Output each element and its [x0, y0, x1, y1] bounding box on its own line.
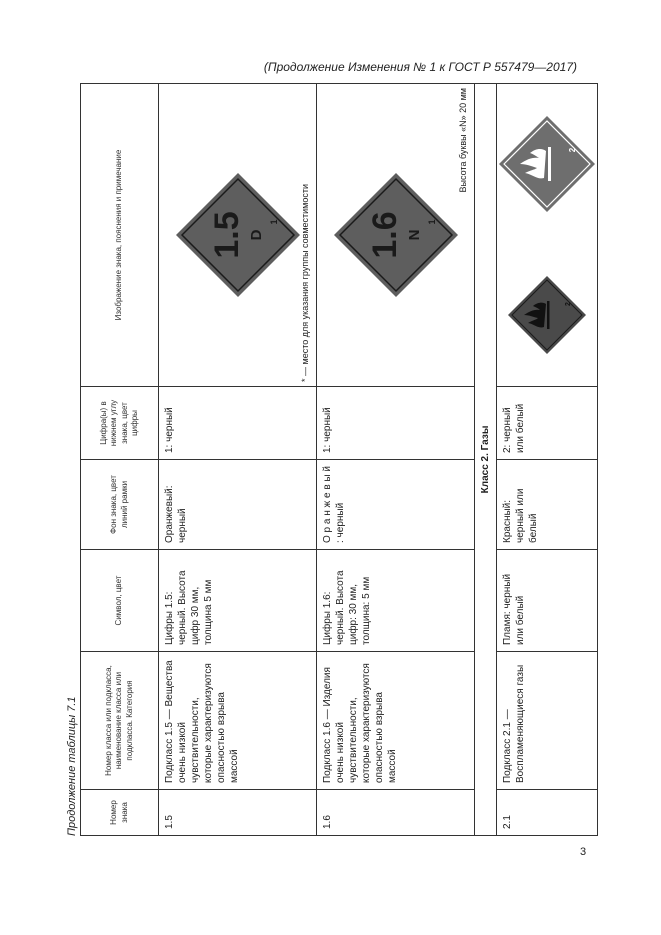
sign-main-text: 1.5: [207, 211, 246, 259]
col-header-image: Изображение знака, пояснения и примечание: [81, 84, 159, 387]
sign-class-name: Подкласс 1.6 — Изделия очень низкой чувствительности, которые характеризуются опасностью взрыва массой: [317, 652, 475, 790]
sign-letter: N: [405, 229, 423, 241]
sign-note: * — место для указания группы совместимости: [300, 183, 311, 382]
col-header-symbol: Символ, цвет: [81, 550, 159, 652]
col-header-background: Фон знака, цвет линий рамки: [81, 460, 159, 550]
sign-diamond-outer: [499, 116, 595, 212]
sign-number: 2.1: [497, 790, 598, 836]
sign-class-name: Подкласс 2.1 — Воспламеняющиеся газы: [497, 652, 598, 790]
sign-number: 1.5: [159, 790, 317, 836]
table-row: [317, 84, 475, 836]
sign-symbol: Цифры 1.5: черный. Высота цифр 30 мм, толщина 5 мм: [159, 550, 317, 652]
sign-symbol: Цифры 1.6: черный. Высота цифр: 30 мм, толщина: 5 мм: [317, 550, 475, 652]
sign-table: [80, 83, 598, 836]
sign-image-cell: [317, 84, 475, 387]
sign-background: О р а н ж е в ы й : черный: [317, 460, 475, 550]
sign-image-cell: [497, 84, 598, 387]
class-header-row: [475, 84, 497, 836]
sign-main-text: 1.6: [365, 211, 404, 259]
sign-corner-digit: 2: [568, 147, 577, 153]
running-header: (Продолжение Изменения № 1 к ГОСТ Р 557479—2017): [263, 60, 577, 74]
flammable-gas-sign-red: [506, 274, 588, 356]
col-header-number: Номер знака: [81, 790, 159, 836]
sign-number: 1.6: [317, 790, 475, 836]
table-caption: Продолжение таблицы 7.1: [66, 696, 78, 836]
class-2-header: Класс 2. Газы: [475, 84, 497, 836]
sign-letter: D: [247, 229, 265, 241]
col-header-digits: Цифра(ы) в нижнем углу знака, цвет цифры: [81, 387, 159, 460]
sign-digits: 2: черный или белый: [497, 387, 598, 460]
hazard-sign-1-6: [331, 170, 461, 300]
sign-corner-digit: 1: [426, 219, 437, 225]
rotated-table-block: [66, 84, 591, 836]
col-header-name: Номер класса или подкласса, наименование класса или подкласса. Категория: [81, 652, 159, 790]
table-header-row: [81, 84, 159, 836]
sign-corner-digit: 1: [268, 219, 279, 225]
flammable-gas-sign-white: [497, 114, 597, 214]
sign-class-name: Подкласс 1.5 — Вещества очень низкой чувствительности, которые характеризуются опасностью взрыва массой: [159, 652, 317, 790]
page-number: 3: [580, 846, 587, 858]
sign-background: Оранжевый: черный: [159, 460, 317, 550]
sign-corner-digit: 2: [565, 302, 572, 306]
hazard-sign-1-5: [173, 170, 303, 300]
table-row: [497, 84, 598, 836]
table-row: [159, 84, 317, 836]
sign-image-cell: [159, 84, 317, 387]
sign-note: Высота буквы «N» 20 мм: [458, 88, 469, 193]
sign-background: Красный: черный или белый: [497, 460, 598, 550]
sign-digits: 1: черный: [159, 387, 317, 460]
sign-digits: 1: черный: [317, 387, 475, 460]
sign-symbol: Пламя: черный или белый: [497, 550, 598, 652]
